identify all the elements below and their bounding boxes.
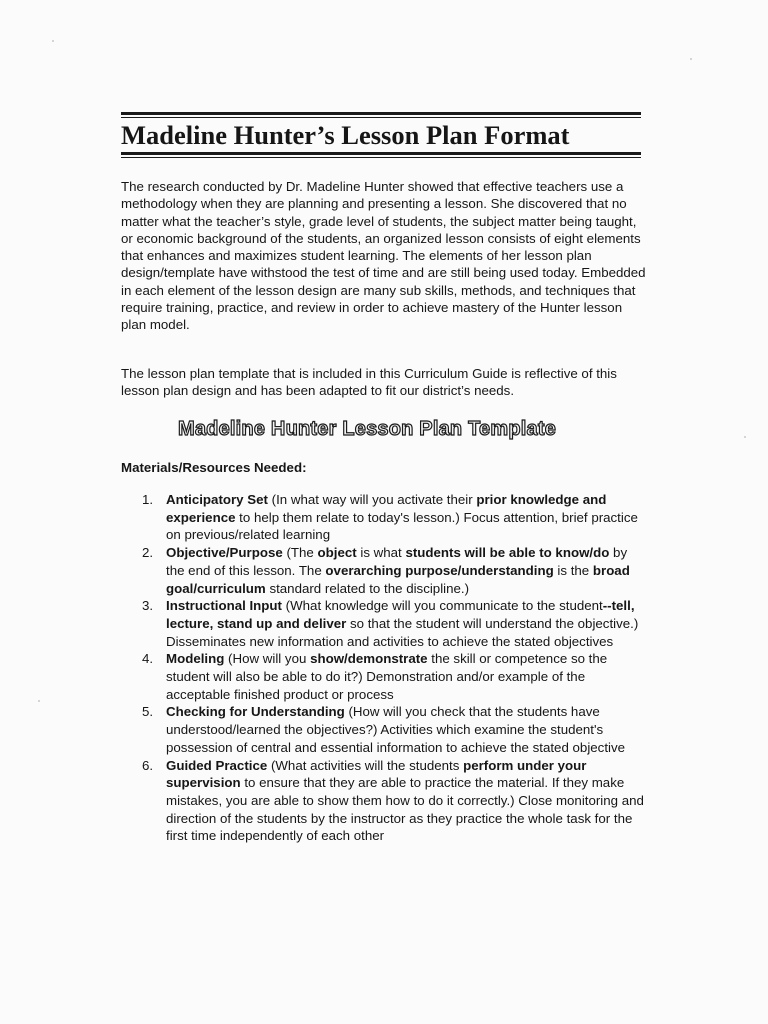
list-item-objective-purpose [121, 544, 649, 597]
step-number: 1. [142, 492, 154, 507]
step-text: (The [282, 545, 318, 561]
curriculum-paragraph: The lesson plan template that is included in this Curriculum Guide is reflective of this lesson plan design and has been adapted to fit our district’s needs. [121, 366, 617, 399]
step-text: so that the student will understand the objective.) Disseminates new information and activities to achieve the stated objectives [166, 615, 639, 649]
step-text: (What knowledge will you communicate to the student [281, 598, 603, 614]
intro-paragraph: The research conducted by Dr. Madeline Hunter showed that effective teachers use a methodology when they are planning and presenting a lesson. She discovered that no matter what the teacher’s style, grade level of students, the subject matter being taught, or economic background of the students, an organized lesson consists of eight elements that enhances and maximizes student learning. The elements of her lesson plan design/template have withstood the test of time and are still being used today. Embedded in each element of the lesson design are many sub skills, methods, and techniques that require training, practice, and review in order to achieve mastery of the Hunter lesson plan model. [121, 179, 646, 333]
list-item-checking-understanding [121, 703, 649, 756]
step-number: 2. [142, 545, 154, 561]
step-text: to help them relate to today's lesson.) Focus attention, brief practice on previous/related learning [166, 509, 638, 543]
step-text: is what [356, 545, 406, 561]
step-emphasis: show/demonstrate [310, 651, 428, 667]
scan-speck [690, 58, 692, 60]
step-emphasis: students will be able to know/do [405, 545, 610, 561]
template-title: Madeline Hunter Lesson Plan Template [178, 418, 557, 440]
list-item-instructional-input [121, 597, 649, 650]
title-rule-bottom-thin [121, 157, 641, 158]
step-name: Objective/Purpose [166, 545, 283, 561]
step-emphasis: perform under your supervision [166, 757, 587, 791]
step-number: 3. [142, 598, 154, 614]
step-emphasis: overarching purpose/understanding [325, 562, 554, 578]
step-emphasis: --tell, lecture, stand up and deliver [166, 598, 635, 631]
step-name: Instructional Input [166, 598, 282, 614]
scan-speck [52, 40, 54, 42]
step-name: Modeling [166, 651, 225, 667]
step-text: (What activities will the students [267, 757, 464, 773]
step-text: is the [553, 562, 593, 578]
step-text: (In what way will you activate their [267, 492, 473, 507]
step-emphasis: object [317, 545, 357, 561]
step-number: 5. [142, 704, 154, 720]
step-name: Anticipatory Set [166, 492, 268, 507]
step-text: standard related to the discipline.) [265, 580, 470, 596]
materials-heading: Materials/Resources Needed: [121, 460, 307, 475]
step-name: Checking for Understanding [166, 704, 345, 720]
step-number: 6. [142, 757, 154, 773]
step-text: to ensure that they are able to practice the material. If they make mistakes, you are able to show them how to do it correctly.) Close monitoring and direction of the students by the instructor as they practice the whole task for the first time independently of each other [166, 775, 644, 844]
step-text: (How will you check that the students have understood/learned the objectives?) Activities which examine the student's possession of central and essential information to achieve the stated objective [166, 704, 626, 755]
list-item-guided-practice [121, 757, 649, 846]
list-item-anticipatory-set [121, 491, 649, 544]
step-text: the skill or competence so the student will also be able to do it?) Demonstration and/or example of the acceptable finished product or process [166, 651, 608, 702]
scan-speck [744, 436, 746, 438]
step-text: (How will you [224, 651, 311, 667]
step-text: by the end of this lesson. The [166, 545, 628, 578]
title-rule-top [121, 112, 641, 115]
step-name: Guided Practice [166, 757, 268, 773]
step-emphasis: broad goal/curriculum [166, 562, 630, 596]
lesson-steps-list [121, 491, 649, 845]
step-number: 4. [142, 651, 154, 667]
step-emphasis: prior knowledge and experience [166, 492, 607, 525]
title-rule-bottom [121, 152, 641, 155]
list-item-modeling [121, 650, 649, 703]
document-title: Madeline Hunter’s Lesson Plan Format [121, 120, 570, 150]
scan-speck [38, 700, 40, 702]
